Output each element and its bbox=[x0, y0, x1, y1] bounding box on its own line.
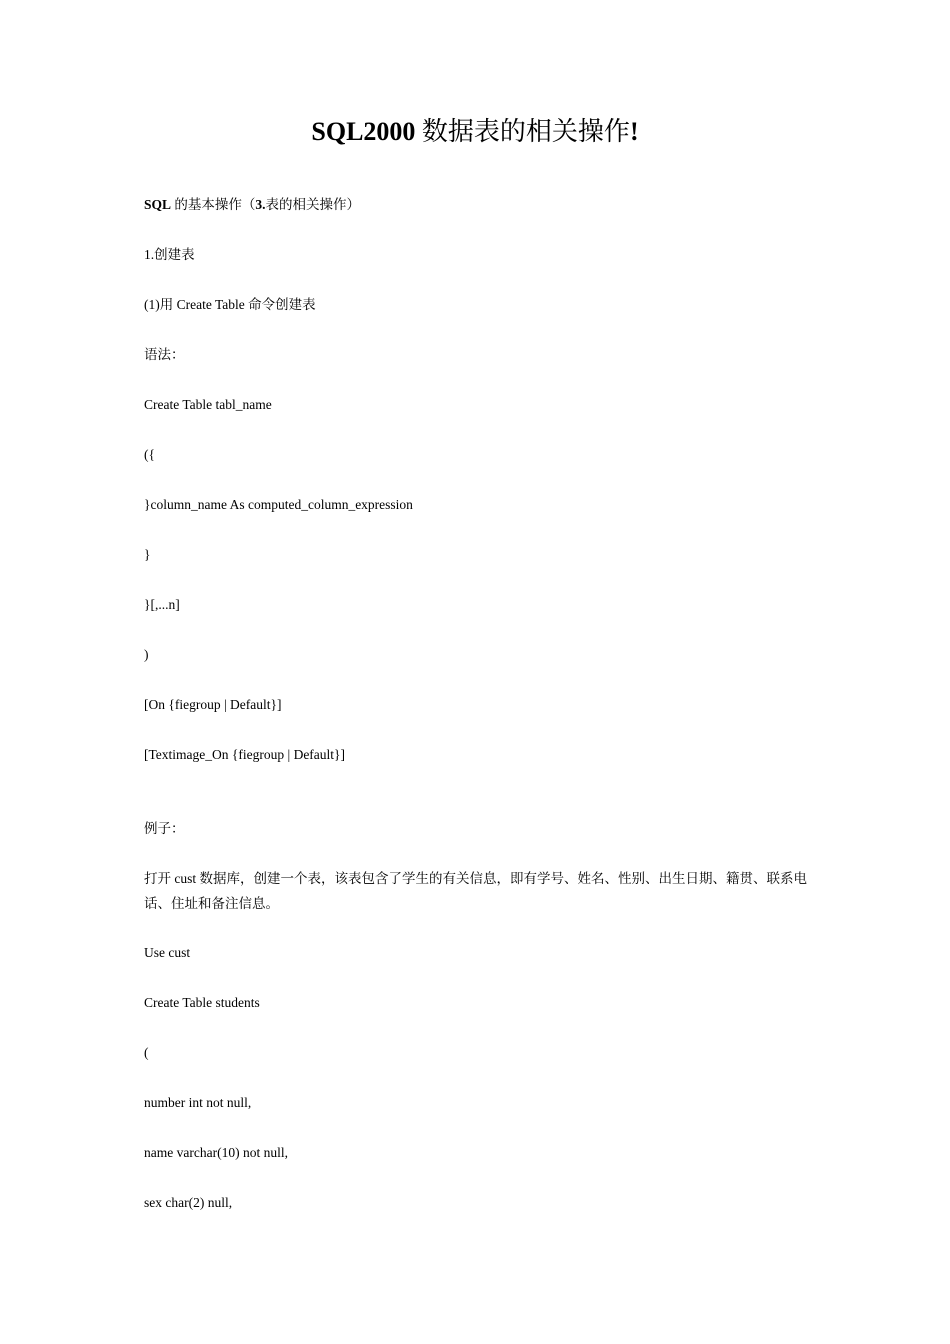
code-line: Use cust bbox=[144, 945, 191, 960]
syntax-line: }[,...n] bbox=[144, 597, 180, 612]
code-line: name varchar(10) not null, bbox=[144, 1145, 288, 1160]
syntax-line: [On {fiegroup | Default}] bbox=[144, 697, 282, 712]
code-line: number int not null, bbox=[144, 1095, 252, 1110]
syntax-line: ({ bbox=[144, 447, 155, 462]
title-cjk: 数据表的相关操作 bbox=[415, 117, 630, 146]
example-description: 打开 cust 数据库，创建一个表，该表包含了学生的有关信息，即有学号、姓名、性别、出生日期、籍贯、联系电话、住址和备注信息。 bbox=[144, 871, 807, 911]
subtitle-number: 3. bbox=[255, 197, 266, 212]
subtitle bbox=[144, 194, 360, 216]
code-line: ( bbox=[144, 1045, 149, 1060]
syntax-label: 语法： bbox=[144, 347, 185, 362]
syntax-line: }column_name As computed_column_expression bbox=[144, 497, 413, 512]
syntax-line: } bbox=[144, 547, 151, 562]
subtitle-sql: SQL bbox=[144, 197, 172, 212]
code-line: Create Table students bbox=[144, 995, 260, 1010]
heading-create-table-command: (1)用 Create Table 命令创建表 bbox=[144, 297, 316, 312]
example-label: 例子： bbox=[144, 821, 185, 836]
syntax-line: ) bbox=[144, 647, 149, 662]
page-title bbox=[0, 112, 950, 152]
syntax-line: [Textimage_On {fiegroup | Default}] bbox=[144, 747, 346, 762]
code-line: sex char(2) null, bbox=[144, 1195, 233, 1210]
heading-create-table: 1.创建表 bbox=[144, 247, 195, 262]
syntax-line: Create Table tabl_name bbox=[144, 397, 272, 412]
subtitle-text: 的基本操作（ bbox=[171, 197, 256, 212]
subtitle-rest: 表的相关操作） bbox=[265, 197, 361, 212]
title-latin: SQL2000 bbox=[311, 117, 416, 146]
title-exclamation: ! bbox=[629, 117, 639, 146]
